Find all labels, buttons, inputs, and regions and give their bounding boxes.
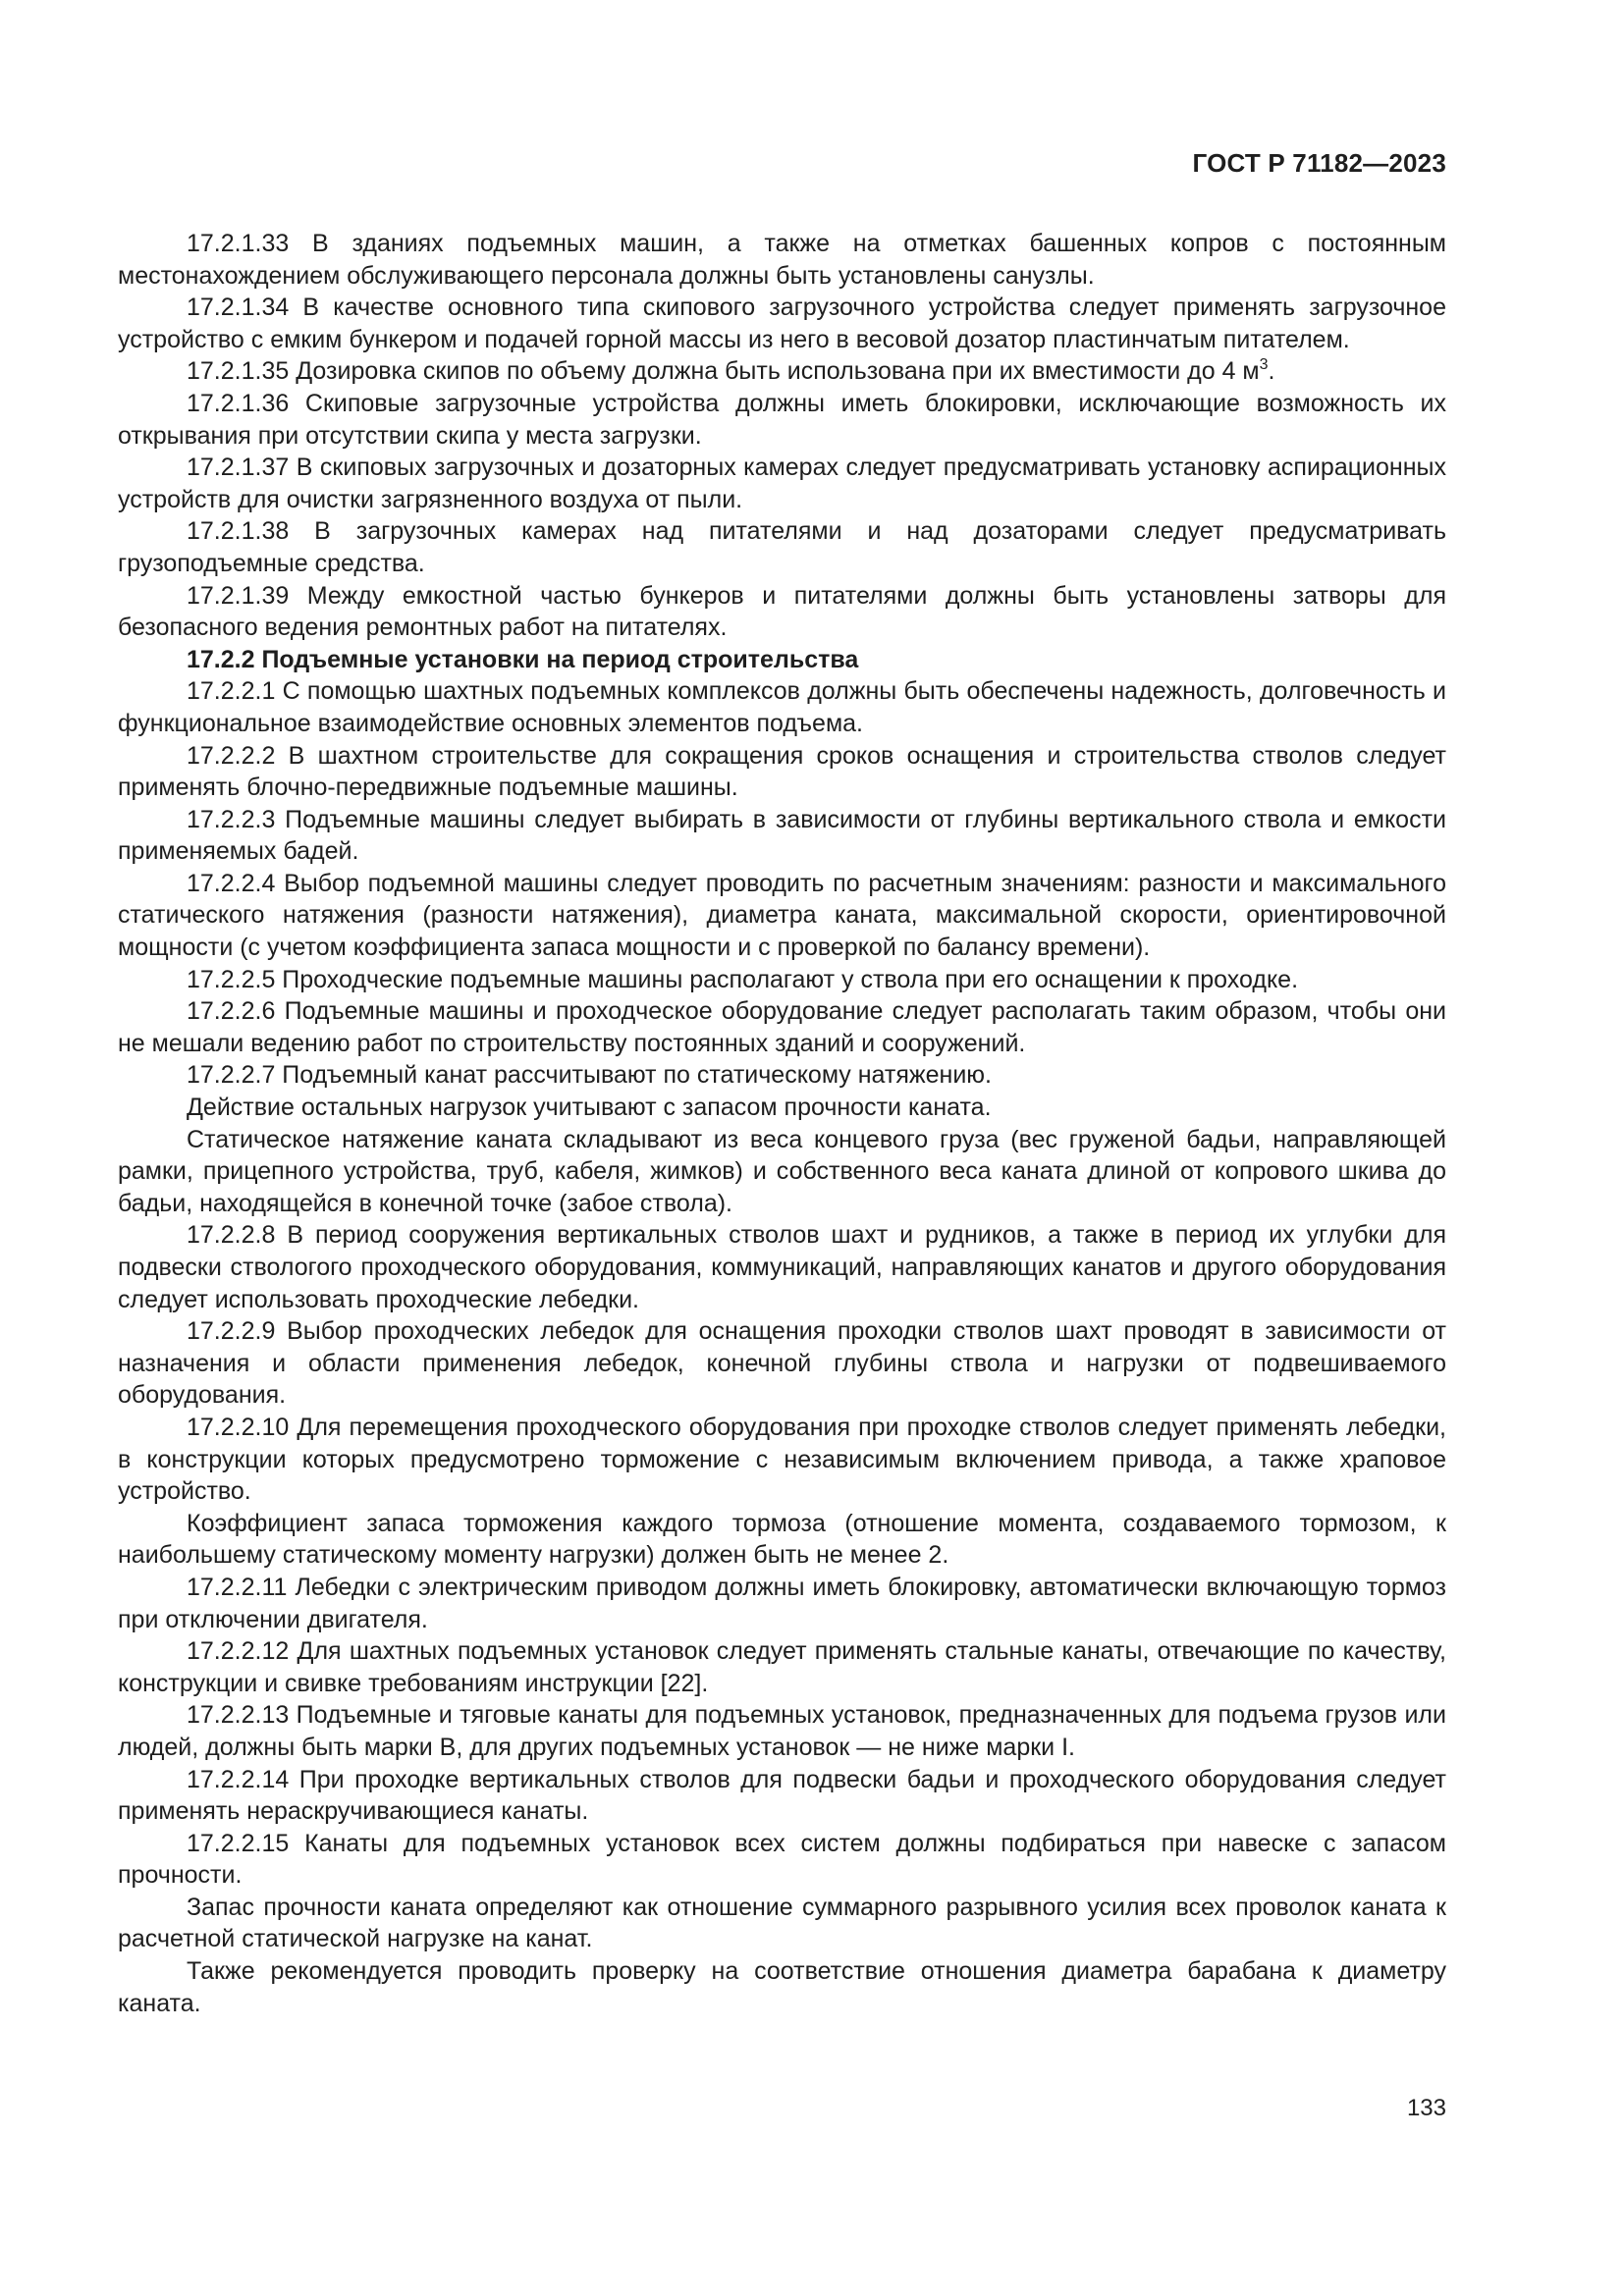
paragraph-17-2-2-10: 17.2.2.10 Для перемещения проходческого оборудования при проходке стволов следует применять лебедки, в конструкции которых предусмотрено торможение с независимым включением привода, а также храповое устройство. [118,1413,1446,1506]
document-body [118,228,1446,2019]
superscript: 3 [1259,356,1269,374]
paragraph-17-2-2-2: 17.2.2.2 В шахтном строительстве для сокращения сроков оснащения и строительства стволов следует применять блочно-передвижные подъемные машины. [118,741,1446,802]
paragraph-17-2-1-37: 17.2.1.37 В скиповых загрузочных и дозаторных камерах следует предусматривать установку аспирационных устройств для очистки загрязненного воздуха от пыли. [118,454,1446,513]
paragraph: Коэффициент запаса торможения каждого тормоза (отношение момента, создаваемого тормозом, к наибольшему статическому моменту нагрузки) должен быть не менее 2. [118,1509,1446,1570]
paragraph-17-2-2-13: 17.2.2.13 Подъемные и тяговые канаты для подъемных установок, предназначенных для подъема грузов или людей, должны быть марки В, для других подъемных установок — не ниже марки I. [118,1701,1446,1761]
paragraph-17-2-1-35 [118,355,1446,388]
paragraph: Также рекомендуется проводить проверку на соответствие отношения диаметра барабана к диаметру каната. [118,1957,1446,2017]
paragraph-17-2-2-9: 17.2.2.9 Выбор проходческих лебедок для оснащения проходки стволов шахт проводят в зависимости от назначения и области применения лебедок, конечной глубины ствола и нагрузки от подвешиваемого оборудования. [118,1317,1446,1410]
paragraph-17-2-2-6: 17.2.2.6 Подъемные машины и проходческое оборудование следует располагать таким образом, чтобы они не мешали ведению работ по строительству постоянных зданий и сооружений. [118,997,1446,1057]
paragraph-17-2-2-3: 17.2.2.3 Подъемные машины следует выбирать в зависимости от глубины вертикального ствола и емкости применяемых бадей. [118,805,1446,866]
paragraph-17-2-1-36: 17.2.1.36 Скиповые загрузочные устройства должны иметь блокировки, исключающие возможность их открывания при отсутствии скипа у места загрузки. [118,389,1446,450]
document-number: ГОСТ Р 71182—2023 [1192,148,1446,178]
paragraph-17-2-2-7: 17.2.2.7 Подъемный канат рассчитывают по статическому натяжению. [187,1061,992,1090]
section-heading: 17.2.2 Подъемные установки на период строительства [187,645,859,673]
paragraph-17-2-2-15: 17.2.2.15 Канаты для подъемных установок всех систем должны подбираться при навеске с запасом прочности. [118,1829,1446,1890]
paragraph-17-2-1-38: 17.2.1.38 В загрузочных камерах над питателями и над дозаторами следует предусматривать грузоподъемные средства. [118,517,1446,577]
paragraph-text: 17.2.1.35 Дозировка скипов по объему должна быть использована при их вместимости до 4 м [187,357,1260,386]
paragraph-tail: . [1268,357,1275,386]
paragraph-17-2-2-4: 17.2.2.4 Выбор подъемной машины следует проводить по расчетным значениям: разности и максимального статического натяжения (разности натяжения), диаметра каната, максимальной скорости, ориентировочной мощности (с учетом коэффициента запаса мощности и с проверкой по балансу времени). [118,869,1446,962]
paragraph-17-2-1-39: 17.2.1.39 Между емкостной частью бункеров и питателями должны быть установлены затворы для безопасного ведения ремонтных работ на питателях. [118,581,1446,642]
paragraph-17-2-2-1: 17.2.2.1 С помощью шахтных подъемных комплексов должны быть обеспечены надежность, долговечность и функциональное взаимодействие основных элементов подъема. [118,677,1446,737]
page-number: 133 [1406,2095,1446,2121]
paragraph-17-2-2-8: 17.2.2.8 В период сооружения вертикальных стволов шахт и рудников, а также в период их углубки для подвески ствологого проходческого оборудования, коммуникаций, направляющих канатов и другого оборудования следует использовать проходческие лебедки. [118,1221,1446,1313]
paragraph-17-2-2-11: 17.2.2.11 Лебедки с электрическим приводом должны иметь блокировку, автоматически включающую тормоз при отключении двигателя. [118,1573,1446,1633]
paragraph: Запас прочности каната определяют как отношение суммарного разрывного усилия всех проволок каната к расчетной статической нагрузке на канат. [118,1893,1446,1953]
paragraph-17-2-1-33: 17.2.1.33 В зданиях подъемных машин, а также на отметках башенных копров с постоянным местонахождением обслуживающего персонала должны быть установлены санузлы. [118,230,1446,290]
paragraph-17-2-1-34: 17.2.1.34 В качестве основного типа скипового загрузочного устройства следует применять загрузочное устройство с емким бункером и подачей горной массы из него в весовой дозатор пластинчатым питателем. [118,294,1446,353]
paragraph-17-2-2-14: 17.2.2.14 При проходке вертикальных стволов для подвески бадьи и проходческого оборудования следует применять нераскручивающиеся канаты. [118,1765,1446,1826]
paragraph-17-2-2-5: 17.2.2.5 Проходческие подъемные машины располагают у ствола при его оснащении к проходке. [187,965,1299,993]
paragraph: Действие остальных нагрузок учитывают с запасом прочности каната. [187,1094,992,1122]
paragraph: Статическое натяжение каната складывают из веса концевого груза (вес груженой бадьи, направляющей рамки, прицепного устройства, труб, кабеля, жимков) и собственного веса каната длиной от копрового шкива до бадьи, находящейся в конечной точке (забое ствола). [118,1125,1446,1217]
paragraph-17-2-2-12: 17.2.2.12 Для шахтных подъемных установок следует применять стальные канаты, отвечающие по качеству, конструкции и свивке требованиям инструкции [22]. [118,1637,1446,1697]
